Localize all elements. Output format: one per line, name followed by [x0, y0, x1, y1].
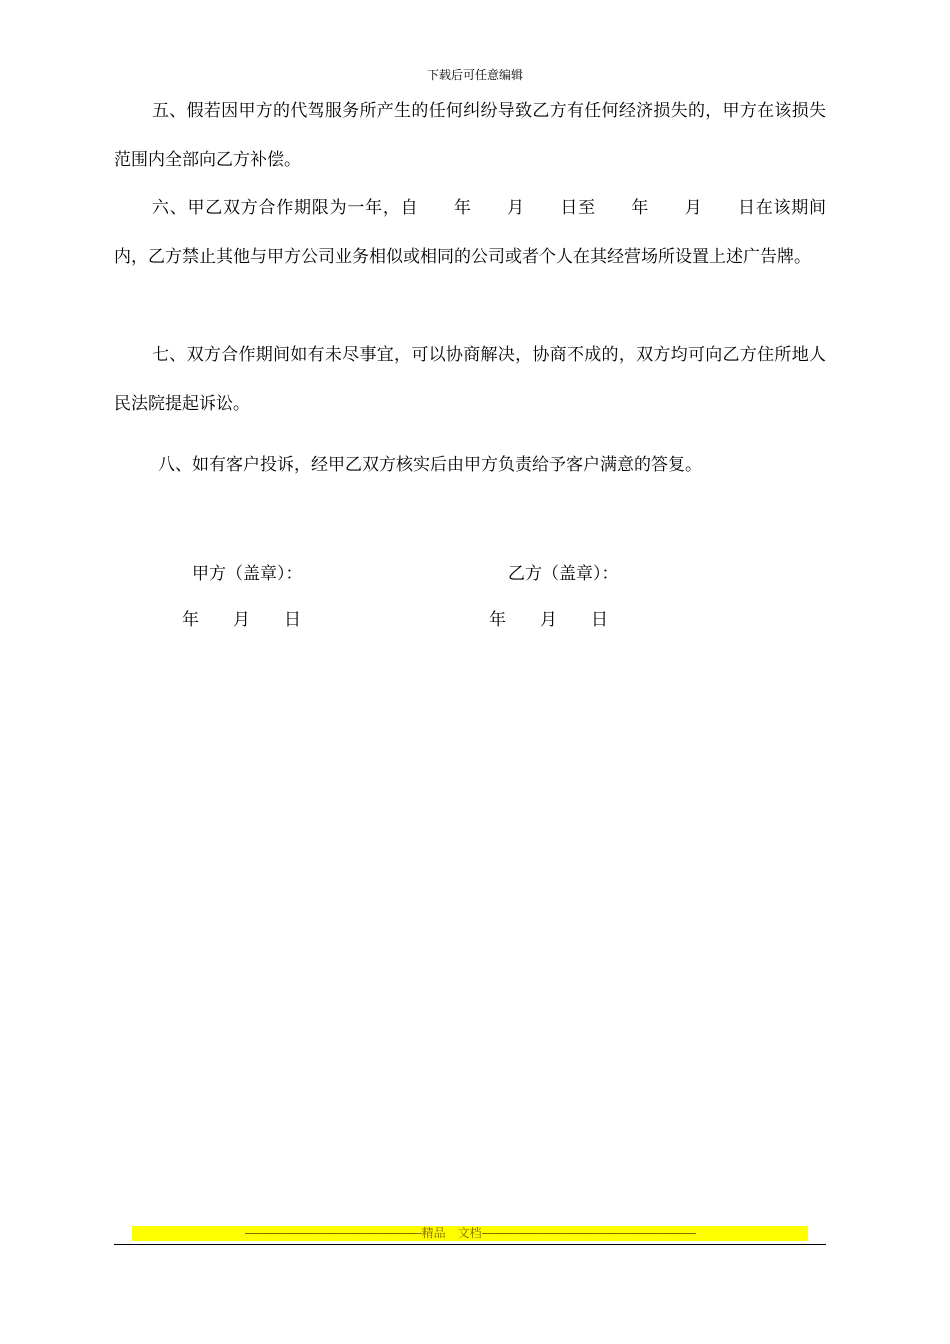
footer-left-dashes: ---------------------------------------------------------- — [244, 1226, 422, 1240]
header-note: 下载后可任意编辑 — [426, 68, 523, 82]
footer-highlight-band — [132, 1226, 808, 1241]
footer-center-text: 精品 文档 — [421, 1226, 482, 1240]
clause-6-paragraph: 六、甲乙双方合作期限为一年，自 年 月 日至 年 月 日在该期间内，乙方禁止其他与甲方公司业务相似或相同的公司或者个人在其经营场所设置上述广告牌。 — [114, 198, 826, 267]
clause-7-paragraph: 七、双方合作期间如有未尽事宜，可以协商解决，协商不成的，双方均可向乙方住所地人民法院提起诉讼。 — [114, 345, 826, 414]
party-b-date-field: 年 月 日 — [489, 610, 608, 630]
footer-rule — [114, 1244, 826, 1245]
party-a-seal-label: 甲方（盖章）： — [192, 564, 303, 584]
clause-8-paragraph: 八、如有客户投诉，经甲乙双方核实后由甲方负责给予客户满意的答复。 — [158, 455, 702, 475]
clause-5-paragraph: 五、假若因甲方的代驾服务所产生的任何纠纷导致乙方有任何经济损失的，甲方在该损失范围内全部向乙方补偿。 — [114, 101, 826, 170]
party-a-date-field: 年 月 日 — [182, 610, 301, 630]
party-b-seal-label: 乙方（盖章）： — [508, 564, 619, 584]
footer-right-dashes: ---------------------------------------------------------------------- — [481, 1226, 696, 1240]
